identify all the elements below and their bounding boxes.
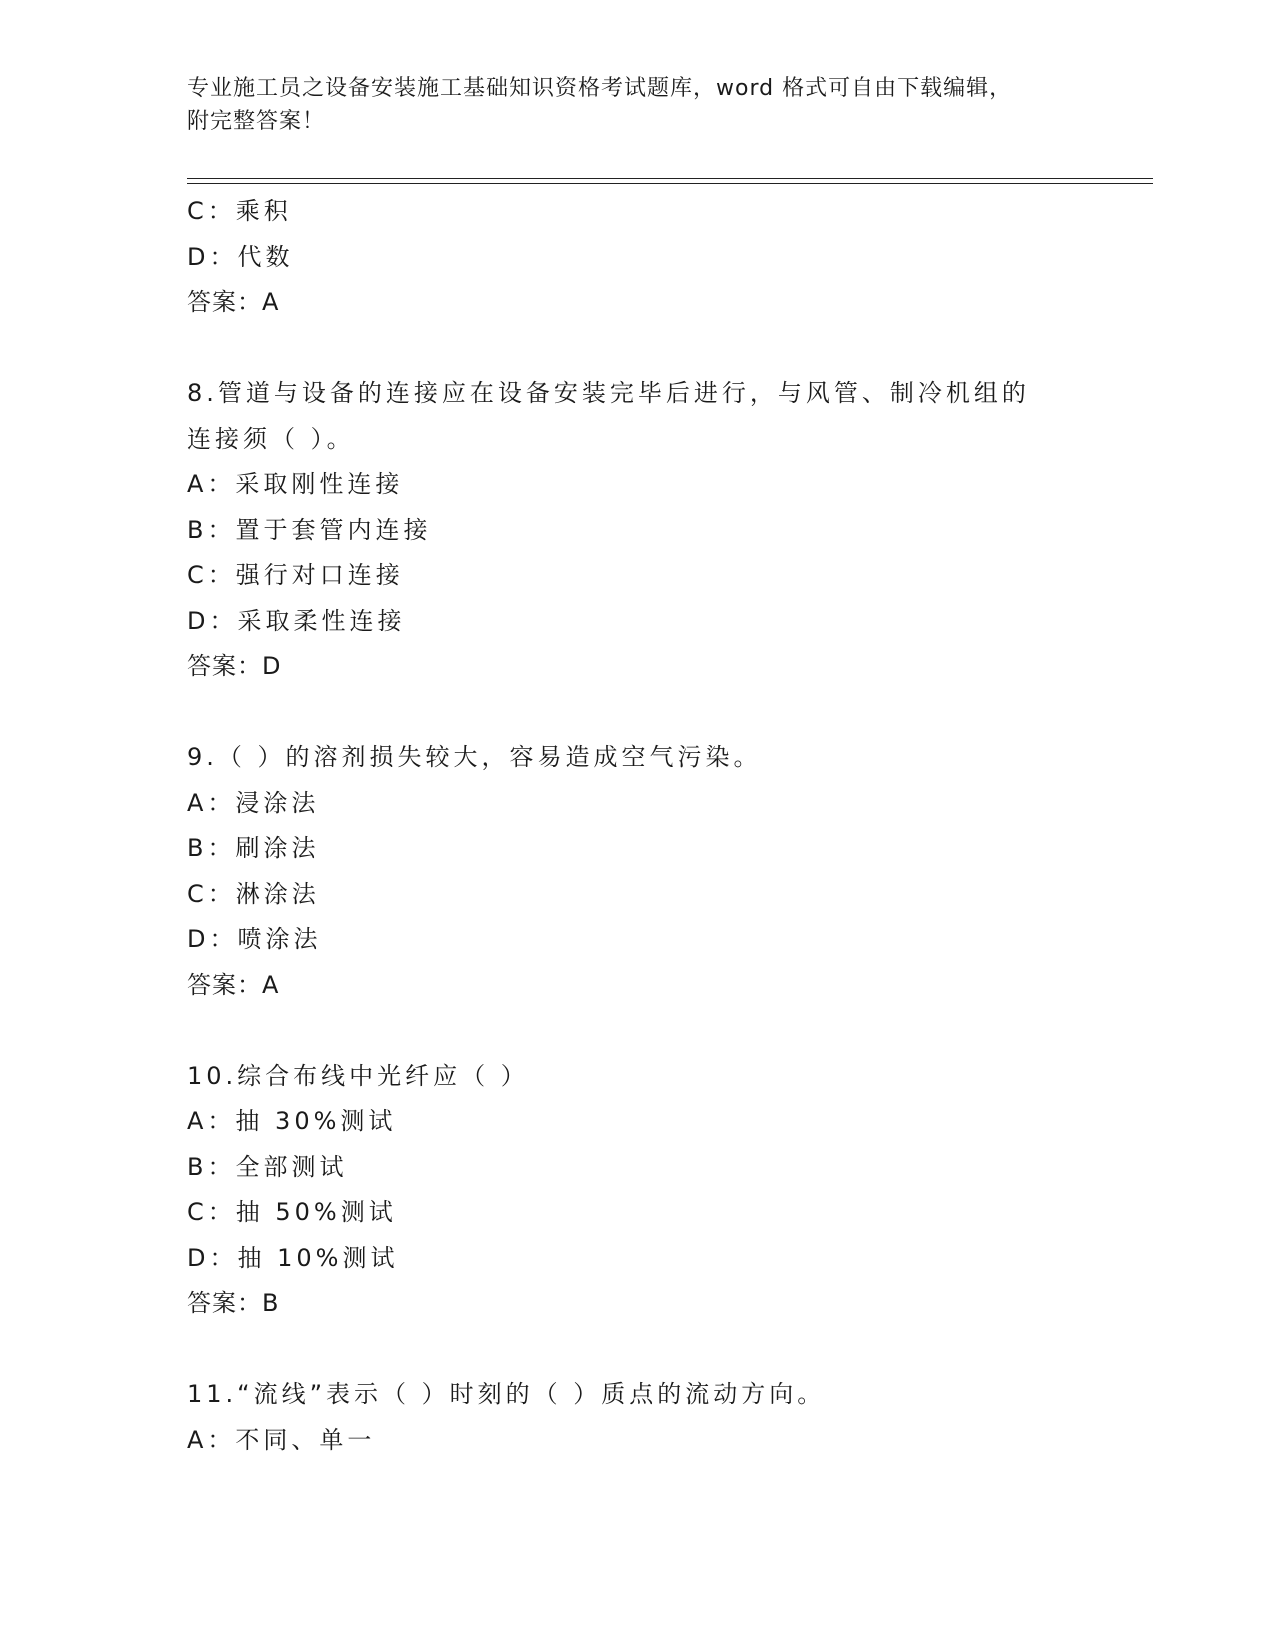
answer: 答案：B: [187, 1289, 280, 1317]
document-page: [187, 0, 1153, 1650]
question-11: [187, 1372, 1153, 1463]
question-7: [187, 189, 1153, 326]
option-b: B：刷涂法: [187, 834, 320, 862]
spacer: [187, 1327, 1153, 1373]
answer: 答案：D: [187, 652, 282, 680]
option-a: A：不同、单一: [187, 1425, 376, 1454]
question-9: [187, 735, 1153, 1008]
header-line-2: 附完整答案！: [187, 109, 326, 134]
spacer: [187, 690, 1153, 736]
answer: 答案：A: [187, 970, 280, 999]
question-list: [187, 189, 1153, 1463]
question-10: [187, 1054, 1153, 1327]
question-stem: 10.综合布线中光纤应（ ）: [187, 1061, 529, 1090]
question-stem-continued: 连接须（ ）。: [187, 424, 355, 453]
header-line-1: 专业施工员之设备安装施工基础知识资格考试题库，word 格式可自由下载编辑，: [187, 76, 1013, 101]
option-d: D：代数: [187, 242, 294, 271]
question-stem: 9.（ ）的溶剂损失较大，容易造成空气污染。: [187, 743, 762, 771]
option-a: A：抽 30%测试: [187, 1107, 397, 1135]
question-8: [187, 371, 1153, 690]
option-d: D：喷涂法: [187, 925, 322, 953]
document-header: [187, 72, 1067, 138]
spacer: [187, 1008, 1153, 1054]
option-a: A：采取刚性连接: [187, 470, 404, 498]
option-c: C：抽 50%测试: [187, 1198, 397, 1226]
option-b: B：全部测试: [187, 1152, 348, 1181]
option-b: B：置于套管内连接: [187, 515, 432, 544]
question-stem: 8.管道与设备的连接应在设备安装完毕后进行，与风管、制冷机组的: [187, 379, 1030, 407]
option-c: C：乘积: [187, 197, 292, 225]
option-a: A：浸涂法: [187, 788, 320, 817]
spacer: [187, 326, 1153, 372]
answer: 答案：A: [187, 288, 280, 316]
option-d: D：采取柔性连接: [187, 606, 406, 635]
option-c: C：强行对口连接: [187, 561, 404, 589]
question-stem: 11.“流线”表示（ ）时刻的（ ）质点的流动方向。: [187, 1380, 826, 1408]
option-c: C：淋涂法: [187, 879, 320, 908]
option-d: D：抽 10%测试: [187, 1243, 399, 1272]
header-divider: [187, 178, 1153, 184]
